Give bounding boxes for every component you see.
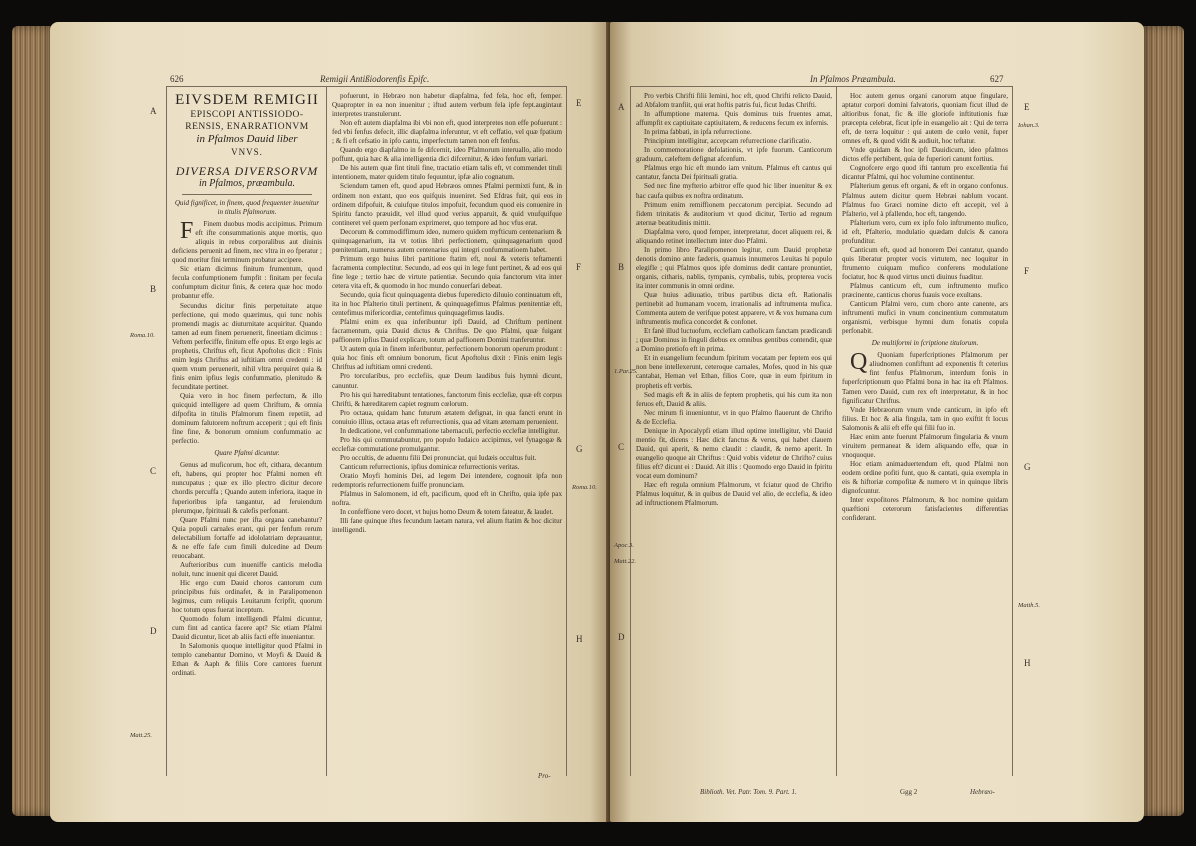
paragraph: Pfalterium vero, cum ex ipfo folo inftrumento mufico, id eft, Pfalterio, modulatio quædam dulcis & canora profunditur. <box>842 218 1008 245</box>
margin-letter: A <box>150 106 157 116</box>
work-title: EIVSDEM REMIGII EPISCOPI ANTISSIODO- RENSIS, ENARRATIONVM in Pfalmos Dauid liber VNVS. DIVERSA DIVERSORVM in Pfalmos, præambula. <box>175 92 319 189</box>
column-rule <box>166 86 167 776</box>
paragraph: Pfalmi enim ex qua inferibuntur ipfi Dauid, ad Chriftum pertinent facramentum, quia Dauid dictus & Chriftus. De quo Pfalmi, quæ fuigant paffionem ipfius Dauid explicare, totum ad paffionem Domini tranferuntur. <box>332 318 562 345</box>
left-page <box>50 22 612 822</box>
paragraph: Canticum Pfalmi vero, cum choro ante canente, ars inftrumenti mufici in vnum concinentium commutatum organismi, verbisque hymni dum fonatis copula perfonabit. <box>842 300 1008 336</box>
paragraph: Pro verbis Chrifti filii Iemini, hoc eft, quod Chrifti relicto Dauid, ad Abfalom tranfiit, qui erat hoftis patris fui, ficut Iudas Chrifti. <box>636 92 832 110</box>
paragraph: Secundus dicitur finis perpetuitate atque perfectione, qui modo quærimus, qui tunc nobis promendi magis ac diuturnitate acquiritur. Quando tamen ad eum finem peruenerit, fineetiam dicimus : Veftem perfeciffe, finitum effe opus. Et ergo legis ac prophetis, Chriftus eft, ficut Apoftolus dicit : Finis enim legis Chriftus ad iuftitiam omni credenti : id quem vnum peruenerit, nihil vltra perquiret quia & finis enim ipfius legis confummatio, plenitudo & fecunditate pertinet. <box>172 301 322 391</box>
paragraph: Aufterioribus cum inueniffe canticis melodia noluit, tunc inuenit qui diceret Dauid. <box>172 560 322 578</box>
margin-note: Iohan.3. <box>1018 122 1040 129</box>
paragraph: Denique in Apocalypfi etiam illud optime intelligitur, vbi Dauid mentio fit, dicens : Hæc dicit fanctus & verus, qui habet clauem Dauid, qui aperit, & nemo claudit : claudit, & nemo aperit. In euangelio quoque ait Chriftus : Quid vobis videtur de Chrifto? cuius filius eft? dicunt ei : Dauid. Ait illis : Quomodo ergo Dauid in fpiritu vocat eum dominum? <box>636 426 832 480</box>
paragraph: Vnde Hebræorum vnum vnde canticum, in ipfo eft filius. Et hoc & alia fingula, tam in quo exiftit ft locus Salomonis & alii eft effe qui filii fuo in. <box>842 405 1008 432</box>
paragraph: Genus ad muficorum, hoc eft, cithara, decantum eft, habens, qui propter hoc Pfalmi nomen eft nuncupatus ; quæ ex illo plectro dicitur decore chordis percuffa ; Quando autem inferiora, itaque in fuperioribus ipfa tangantur, ad feruiendum plerumque, fpirituali & calefis perfonant. <box>172 461 322 515</box>
paragraph: Pro occultis, de aduentu filii Dei pronunciat, qui Iudæis occultus fuit. <box>340 453 537 462</box>
paragraph: Pro torcularibus, pro ecclefiis, quæ Deum laudibus fuis hymni dicunt, canuntur. <box>332 372 562 390</box>
paragraph: Quando ergo diapfalmo in fe difcernit, ideo Pfalmorum interuallo, alio modo poffunt, quia hæc & alia intelligentia dici difcernitur, & ideo fenfum variari. <box>332 146 562 164</box>
paragraph: Hæc eft regula omnium Pfalmorum, vt fciatur quod de Chrifto Pfalmus loquitur, & in quibus de Dauid vel alio, de ecclefia, & ideo ad inftructionem Pfalmorum. <box>636 481 832 508</box>
margin-letter: E <box>1024 102 1030 112</box>
margin-letter: B <box>150 284 157 294</box>
paragraph: Nec mirum fi inueniuntur, vt in quo Pfalmo flauerunt de Chrifto & de Ecclefia. <box>636 408 832 426</box>
margin-note: 1.Par.25. <box>614 368 638 375</box>
margin-letter: C <box>618 442 625 452</box>
paragraph: Secundo, quia ficut quinquagenta diebus fuperedicto diluuio continuatum eft, ita in hoc Pfalterio tituli pertinent, & quinquagefimus Pfalmus pœnitentiæ eft, centefimus mifericordiæ, centefimus quinquagefimus laudis. <box>332 291 562 318</box>
paragraph: Primum ergo huius libri partitione ftatim eft, noui & veteris teftamenti facramenta complectitur. Secundo, ad eos qui in lege funt pertinet, & ad eos qui fine lege ; tertio hæc de virtute patientiæ. Secundo quia fanctorum vita inter cetera vita eft, & quomodo in hoc mundo conuerfari debeat. <box>332 254 562 290</box>
paragraph: De his autem quæ fint tituli fine, tractatio etiam talis eft, vt commendet tituli intentionem, mater quidem titulo fequuntur, ipfæ alio cognatum. <box>332 164 562 182</box>
section-heading: Quare Pfalmi dicuntur. <box>214 449 280 458</box>
paragraph: Q Quoniam fuperfcriptiones Pfalmorum per aliudnomen confiftunt ad exponentis ft ceterius fint fenfus Pfalmorum, interdum fonis in fuperfcriptionum quo Pfalmi bona in hac ita eft Pfalmos. Tamen vero Dauid, cum rex eft interpretatur, & in hoc fignificatur Chriftus. <box>842 349 1008 405</box>
paragraph: Quomodo folum intelligendi Pfalmi dicuntur, cum fint ad cantica facere apt? Sic etiam Pfalmi Dauid dicuntur, licet ab aliis facti effe inueniantur. <box>172 615 322 642</box>
paragraph: Primum enim remiffionem peccatorum percipiat. Secundo ad fidem trinitatis & auditorium vt quod dicitur, Tertio ad regnum æternæ beatitudinis mittit. <box>636 200 832 227</box>
paragraph: Non eft autem diapfalma ibi vbi non eft, quod interpretes non effe pofuerunt : fed vbi fenfus defecit, illic diapfalma inferuntur, vt eft ceffatio, vel quæ fpatium ; & fi eft cefsatio in ipfo cantu, imperfectum tamen non eft fenfus. <box>332 119 562 146</box>
paragraph: In confeffione vero docet, vt hujus homo Deum & totem fateatur, & laudet. <box>340 508 554 517</box>
margin-letter: D <box>618 632 625 642</box>
drop-cap: F <box>180 218 194 245</box>
paragraph: Quia vero in hoc finem perfectum, & illo quicquid intelligere ad quem Chriftum, & omnia difpofita in titulis Pfalmorum finem repetiit, ad dominum falutorem noftrum acceperit ; qui eft finis fine fine, & bonorum omnium confummatio ac perfectio. <box>172 391 322 446</box>
paragraph: Pfalmus in Salomonem, id eft, pacificum, quod eft in Chrifto, quia ipfe pax noftra. <box>332 490 562 508</box>
margin-note: Roma.10. <box>130 332 155 339</box>
right-running-head: In Pfalmos Præambula. <box>810 74 896 84</box>
title-rule <box>182 194 312 195</box>
paragraph: Sciendum tamen eft, quod apud Hebræos omnes Pfalmi permixti funt, & in ordinem non extant, quo eos quifquis inueniret. Sed Efdras fuit, qui eos in ordinem difpofuit, & cuiufque titulos impofuit, fecundum quod eis conuenire in Spiritu fancto præuidit, vel illud quod verius apparuit, & quid vnufquifque contineret vel quem perfonam exprimeret, quo tempore ad hoc vfus erat. <box>332 182 562 227</box>
paragraph: Hæc enim ante fuerunt Pfalmorum fingularia & vnum viruitem permaneat & idem aliquando effe, quæ in vnoquoque. <box>842 432 1008 459</box>
margin-letter: H <box>576 634 583 644</box>
paragraph: Pfalmus canticum eft, cum inftrumento mufico præcinente, canticus chorus fuauis voce exultans. <box>842 281 1008 300</box>
paragraph: Hoc autem genus organi canorum atque fingulare, aptatur corpori domini falvatoris, quoniam ficut illud de altioribus fonat, fic & ille gloriofe inftitutionis fuæ præcepta celebrat, ficut ipfe in euangelio ait : Qui de terra eft, de terra loquitur : qui autem de cœlo venit, fuper omnes eft, & quod vidit & audiuit, hoc teftatur. <box>842 92 1008 146</box>
paragraph: Vnde quidam & hoc ipfi Dauidicum, ideo pfalmos dictos effe perhibent, quia de fuperiori canunt fortius. <box>842 146 1008 164</box>
left-running-head: Remigii Antißiodorenfis Epifc. <box>320 74 430 84</box>
paragraph: Sic etiam dicimus finitum frumentum, quod fecula confumptionem fumpfit : finitam per fecula confumptum dicitur finis, & cetera quæ hoc modo probantur effe. <box>172 265 322 301</box>
header-rule <box>630 86 1012 87</box>
paragraph: Decorum & commodiffimum ideo, numero quidem myfticum centenarium & quinquagenarium, ita vt totius libri perfectionem, quinquagenarium quod pœnitentiam, numerus autem centenarius qui integri confummatioem habet. <box>332 227 562 254</box>
right-column-2 <box>842 92 1008 768</box>
right-page <box>610 22 1144 822</box>
paragraph: Illi fane quinque iftes fecundum laetam natura, vel alium ftatim & hoc dicitur intelligendi. <box>332 517 562 535</box>
paragraph: Pro his qui hæreditabunt tentationes, fanctorum finis eccleſiæ, quæ eft corpus Chrifti, & hæreditarem capiet regnum cœlorum. <box>332 390 562 408</box>
paragraph: Pfalterium genus eft organi, & eft in organo confonus. Pfalmus autem dicitur quem Hebræi nablum vocant. Pfalmus fuo Græci nomine dicto eft accepit, vel à Pfalterio, vel à pfallendo, hoc eft, tangendo. <box>842 182 1008 218</box>
paragraph: Principium intelligitur, accepcam refurrectione clarificatio. <box>644 137 812 146</box>
open-book <box>10 18 1186 832</box>
paragraph: In Salomonis quoque intelligitur quod Pfalmi in templo canebantur Domino, vt Moyfi & Dauid & Ethan & Aaph & filiis Core cantores fuerunt ordinati. <box>172 642 322 678</box>
paragraph: pofuerunt, in Hebræo non habetur diapfalma, fed fela, hoc eft, femper. Quapropter in ea non inuenitur ; iftud autem verbum fela ipfe fept.augintaut interpretes transtulerunt. <box>332 92 562 119</box>
section-question: Quid fignificet, in finem, quod frequenter inuenitur in titulis Pfalmorum. <box>174 199 320 217</box>
catchword: Hebræo- <box>970 788 995 796</box>
right-column-1 <box>636 92 832 768</box>
margin-note: Apoc.3. <box>614 542 634 549</box>
paragraph: In commemoratione defolationis, vt ipfe fuorum. Canticorum graduum, cæleftem defignat afcenfum. <box>636 146 832 164</box>
paragraph: In prima fabbati, in ipfa refurrectione. <box>644 128 752 137</box>
paragraph: Oratio Moyfi hominis Dei, ad legem Dei intendere, cognouit ipfa non redemptoris refurrectionem fuiffe pronunciam. <box>332 471 562 490</box>
margin-note: Roma.10. <box>572 484 597 491</box>
margin-letter: D <box>150 626 157 636</box>
column-rule <box>566 86 567 776</box>
right-page-number: 627 <box>990 74 1004 84</box>
left-column-1 <box>172 92 322 772</box>
paragraph: Pro his qui commutabuntur, pro populo Iudaico accipimus, vel fynagogæ & ecclefiæ commutatione promulgantur. <box>332 435 562 453</box>
margin-note: Matth.5. <box>1018 602 1041 609</box>
column-rule <box>836 86 837 776</box>
paragraph: Inter expofitores Pfalmorum, & hoc nomine quidam quæftioni ceterorum fatisfacientes differentias confiderant. <box>842 496 1008 523</box>
left-page-number: 626 <box>170 74 184 84</box>
margin-letter: C <box>150 466 157 476</box>
margin-letter: B <box>618 262 625 272</box>
paragraph: Canticum refurrectionis, ipfius dominicæ refurrectionis veritas. <box>340 462 520 471</box>
margin-letter: F <box>576 262 582 272</box>
margin-letter: H <box>1024 658 1031 668</box>
paragraph: Diapfalma vero, quod femper, interpretatur, docet aliquem rei, & aliquando retinet intellectum inter duo Pfalmi. <box>636 227 832 245</box>
margin-letter: E <box>576 98 582 108</box>
column-rule <box>630 86 631 776</box>
paragraph: In affumptione materna. Quis dominus tuis fruentes amat, affumpfit ex captiuitate captiuitatem, & reducens fecum ex infernis. <box>636 110 832 128</box>
paragraph: Ut autem quia in finem inferibuntur, perfectionem bonorum operum produnt : quia hoc finis eft omnium bonorum, ficut Apoftolus dixit : Finis enim legis Chriftus ad iuftitiam omni credenti. <box>332 345 562 372</box>
catchword: Pro- <box>538 772 551 780</box>
margin-letter: G <box>576 444 583 454</box>
paragraph: Sed magis eft & in aliis de feptem prophetis, qui his cum ita non feruos eft, Dauid & aliis. <box>636 390 832 408</box>
column-rule <box>326 86 327 776</box>
margin-letter: F <box>1024 266 1030 276</box>
margin-note: Matt.22. <box>614 558 637 565</box>
paragraph: In primo libro Paralipomenon legitur, cum Dauid prophetæ denotis domino ante fæderis, quamuis innumeros Leuitas hi populo elegifle ; qui Pfalmos quos ipfe dominus dedit cantare pronuntiet, organis, citharis, nablis, tympanis, cymbalis, tubis, propterea vocis ita inter communis in omni ordine. <box>636 245 832 290</box>
drop-cap: Q <box>850 349 868 376</box>
paragraph: Pfalmus ergo hic eft mundo iam vnitum. Pfalmus eft cantus qui cantatur, fancta Dei fpirituali gratia. <box>636 164 832 182</box>
paragraph: Et fanè illud luctuofum, ecclefiam catholicam fanctam prædicandi ; quæ Dominus in finguli diebus ex omnibus gentibus contendit, quæ a Domino pretiofo eft in prima. <box>636 327 832 354</box>
left-column-2 <box>332 92 562 768</box>
margin-note: Matt.25. <box>130 732 153 739</box>
margin-letter: A <box>618 102 625 112</box>
paragraph: Hic ergo cum Dauid choros cantorum cum principibus fuis ordinafet, & in Paralipomenon legimus, cum reliquis Leuitarum fcripfit, quorum hoc totum opus fuerat inceptum. <box>172 578 322 615</box>
right-page-edges <box>1140 26 1184 816</box>
paragraph: Et in euangelium fecundum fpiritum vocatam per feptem eos qui non bene intellexerunt, ceteroque carnales, Mofes, quod in his quæ cantabat, Heman vel Ethan, filios Core, quæ in eum fpiritum in prophetis eft verbis. <box>636 354 832 390</box>
paragraph: Canticum eft, quod ad honorem Dei cantatur, quando quis liberatur propter vocis virtutem, nec loquitur in ftrumento cuiquam mufico conferens modulatione fociatur, hoc & quod virtus uncti diuinus fuaditur. <box>842 245 1008 281</box>
header-rule <box>166 86 566 87</box>
footer-signature-line: Biblioth. Vet. Patr. Tom. 9. Part. 1. <box>700 788 797 796</box>
paragraph: Quæ huius adiuuatio, tribus partibus dicta eft. Rationalis pertinebit ad humanam vocem, irrationalis ad inftrumenta mufica. Commenta autem de verifque potest apparere, vt & vox humana cum inftrumentis mufica concordet & confonet. <box>636 291 832 327</box>
paragraph: F Finem duobus modis accipimus. Primum eft ifte consummationis atque mortis, quo aliquis in rebus corporalibus aut diuinis deficiens peruenit ad finem, nec vltra in eo fperatur ; quod moritur fini terminum probatur accipere. <box>172 218 322 265</box>
paragraph: Quare Pfalmi nunc per ifta organa canebantur? Quia populi carnales erant, qui per fenfum rerum delectabilium fortaffe ad idololatriam deprauantur, & ne effe fafe cum fimili dulcedine ad Deum reuocabant. <box>172 515 322 560</box>
paragraph: Cognofcere ergo quod ifti tantum pro excellentia fui dicantur Pfalmi, qui hoc volumine continentur. <box>842 164 1008 182</box>
column-rule <box>1012 86 1013 776</box>
paragraph: Sed nec fine myfterio arbitror effe quod hic liber inuenitur & ex hac caufa quibus ex noftra ordinatum. <box>636 182 832 200</box>
paragraph: In dedicatione, vel confummatione tabernaculi, perfectio ecclefiæ intelligitur. <box>340 426 560 435</box>
section-heading: De multiformi in fcriptione titulorum. <box>871 339 979 348</box>
paragraph: Hoc etiam animaduertendum eft, quod Pfalmi non eodem ordine pofiti funt, quo & cantati, quia exempla in eis & hiftoriæ compofitæ & numero vt in quinque libris dignofcuntur. <box>842 459 1008 496</box>
paragraph: Pro octaua, quidam hanc futurum ætatem defignat, in qua fancti erunt in conuiuio illius, octaua ætas eft refurrectionis, qua ad vitam æternam peruenient. <box>332 408 562 426</box>
signature-mark: Ggg 2 <box>900 788 918 796</box>
margin-letter: G <box>1024 462 1031 472</box>
